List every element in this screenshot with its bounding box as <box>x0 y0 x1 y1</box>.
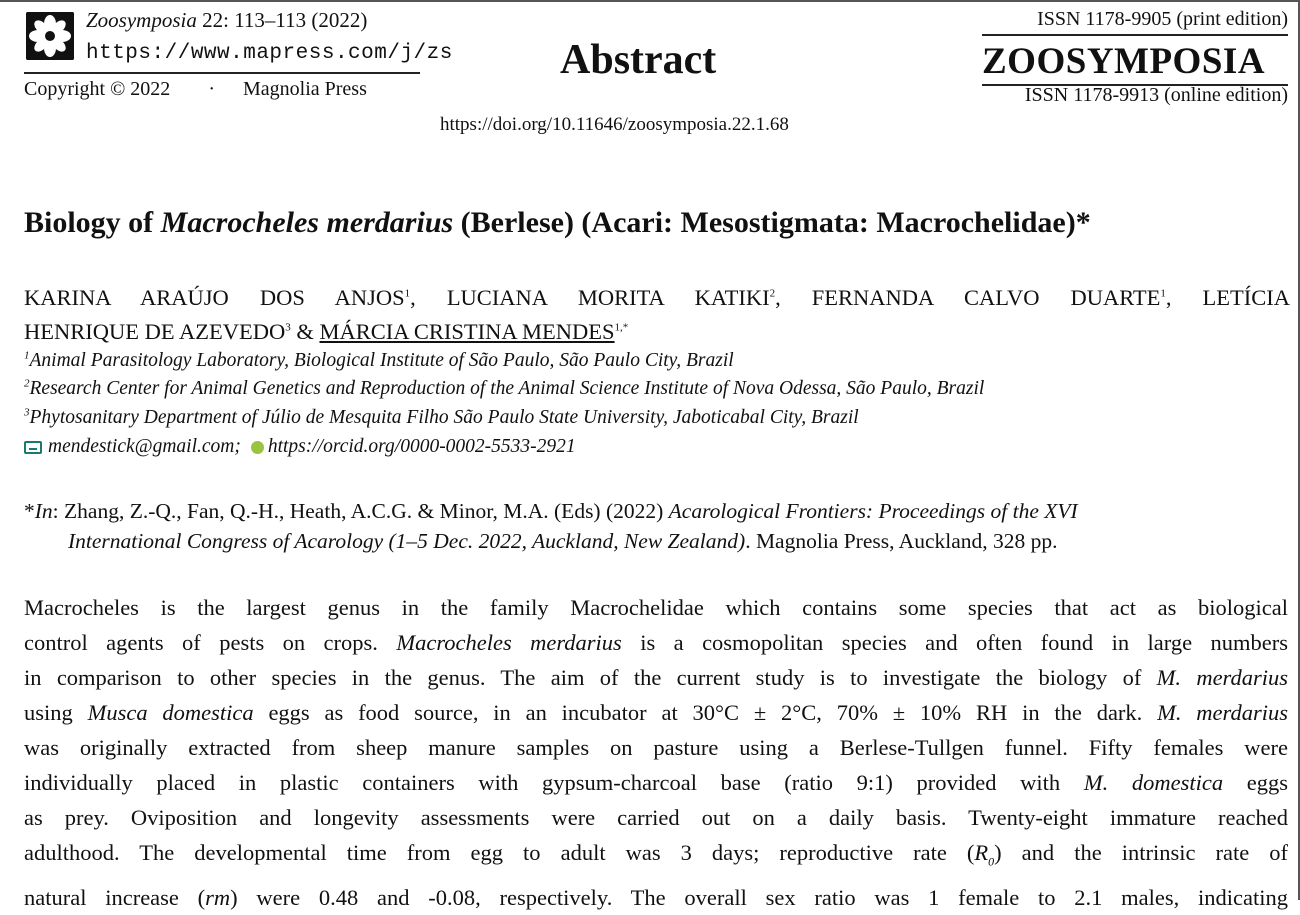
abstract-body <box>24 590 1288 915</box>
body-text-span: ) and the intrinsic rate of <box>994 840 1288 865</box>
author-separator: , <box>410 285 447 310</box>
volume-pages: 22: 113–113 (2022) <box>196 8 368 32</box>
journal-url-link[interactable]: https://www.mapress.com/j/zs <box>86 42 453 65</box>
proceedings-reference-line-1 <box>24 496 1078 526</box>
journal-name: Zoosymposia <box>86 8 197 32</box>
body-line <box>24 590 1288 625</box>
paper-title <box>24 206 1091 240</box>
body-text-span: Macrocheles is the largest genus in the family Macrochelidae which contains some species that act as biological <box>24 595 1288 620</box>
species-name: Macrocheles merdarius <box>396 630 622 655</box>
author-ampersand: & <box>290 319 320 344</box>
title-prefix: Biology of <box>24 206 161 239</box>
affiliation-text: Research Center for Animal Genetics and Reproduction of the Animal Science Institute of Nova Odessa, São Paulo, Brazil <box>29 378 985 399</box>
author-2-affiliation: 2 <box>769 287 776 300</box>
author-4-rest: HENRIQUE DE AZEVEDO <box>24 319 286 344</box>
author-4-first-name: LETÍCIA <box>1202 285 1291 310</box>
footnote-marker: * <box>24 499 35 523</box>
affiliation-text: Animal Parasitology Laboratory, Biological Institute of São Paulo, São Paulo City, Brazil <box>29 350 734 371</box>
author-list-line-1 <box>24 282 1290 314</box>
body-line <box>24 730 1288 765</box>
corresponding-author: MÁRCIA CRISTINA MENDES <box>319 319 615 344</box>
body-line <box>24 695 1288 730</box>
body-line <box>24 625 1288 660</box>
body-text-span: natural increase ( <box>24 884 206 910</box>
email-icon <box>24 441 42 454</box>
body-text-span: using <box>24 700 88 725</box>
issn-print: ISSN 1178-9905 (print edition) <box>1037 8 1288 30</box>
copyright-line <box>24 78 367 101</box>
variable-subscript: 0 <box>988 854 995 869</box>
body-text-span: is a cosmopolitan species and often found in large numbers <box>621 630 1288 655</box>
orcid-icon <box>251 441 264 454</box>
species-name: M. merdarius <box>1156 665 1288 690</box>
publisher-name: Magnolia Press <box>242 78 367 100</box>
author-5-affiliation: 1,* <box>614 321 629 334</box>
in-label: In <box>34 499 53 523</box>
email-link[interactable]: mendestick@gmail.com; <box>48 436 241 457</box>
affiliation-text: Phytosanitary Department of Júlio de Mesquita Filho São Paulo State University, Jaboticabal City, Brazil <box>29 407 859 428</box>
journal-brand: ZOOSYMPOSIA <box>982 41 1266 82</box>
author-separator: , <box>775 285 812 310</box>
header-rule-right-top <box>982 34 1288 36</box>
body-text-span: was originally extracted from sheep manure samples on pasture using a Berlese-Tullgen funnel. Fifty females were <box>24 735 1288 760</box>
book-title-part-1: Acarological Frontiers: Proceedings of the XVI <box>668 499 1078 523</box>
title-suffix: (Berlese) (Acari: Mesostigmata: Macrochelidae)* <box>453 206 1091 239</box>
affiliation-1 <box>24 350 734 372</box>
affiliation-number: 3 <box>24 406 30 419</box>
journal-citation <box>86 8 367 33</box>
body-text-span: °C ± 2°C, 70% ± 10% RH in the dark. <box>715 700 1158 725</box>
body-text-span: control agents of pests on crops. <box>24 630 397 655</box>
copyright-text: Copyright © 2022 <box>24 78 171 100</box>
body-line <box>24 765 1288 800</box>
body-text-span: adulthood. The developmental time from egg to adult was 3 days; reproductive rate ( <box>24 840 975 865</box>
variable-symbol: R <box>974 840 989 865</box>
body-text-span: as prey. Oviposition and longevity assessments were carried out on a daily basis. Twenty-eight immature reached <box>24 805 1288 830</box>
header-rule-left <box>24 72 420 74</box>
book-title-part-2: International Congress of Acarology (1–5 Dec. 2022, Auckland, New Zealand) <box>68 529 746 553</box>
copyright-separator: · <box>208 78 215 100</box>
body-line <box>24 880 1288 915</box>
orcid-link[interactable]: https://orcid.org/0000-0002-5533-2921 <box>267 436 576 457</box>
section-heading: Abstract <box>560 37 717 83</box>
publisher-info: . Magnolia Press, Auckland, 328 pp. <box>745 529 1058 553</box>
species-name: M. merdarius <box>1157 700 1288 725</box>
species-name: Musca domestica <box>87 700 254 725</box>
body-line <box>24 835 1288 880</box>
affiliation-2 <box>24 378 984 400</box>
magnolia-flower-logo-icon <box>26 12 74 60</box>
variable-symbol: rm <box>205 884 231 910</box>
body-text-span: eggs <box>1223 770 1288 795</box>
author-3: FERNANDA CALVO DUARTE <box>811 285 1161 310</box>
issn-online: ISSN 1178-9913 (online edition) <box>1024 84 1288 106</box>
author-2: LUCIANA MORITA KATIKI <box>446 285 770 310</box>
title-species: Macrocheles merdarius <box>160 206 454 239</box>
author-list-line-2 <box>24 316 628 348</box>
affiliation-3 <box>24 407 859 429</box>
author-separator: , <box>1165 285 1203 310</box>
body-text-span: ) were 0.48 and -0.08, respectively. The overall sex ratio was 1 female to 2.1 males, indicating <box>230 884 1288 910</box>
contact-line <box>24 436 576 458</box>
author-4-affiliation: 3 <box>285 321 291 334</box>
proceedings-reference-line-2 <box>68 526 1058 556</box>
body-line <box>24 660 1288 695</box>
body-line <box>24 800 1288 835</box>
body-text-span: individually placed in plastic containers with gypsum-charcoal base (ratio 9:1) provided with <box>24 770 1084 795</box>
affiliation-number: 1 <box>24 349 30 362</box>
author-1-affiliation: 1 <box>404 287 411 300</box>
affiliation-number: 2 <box>24 377 30 390</box>
editors-text: : Zhang, Z.-Q., Fan, Q.-H., Heath, A.C.G. & Minor, M.A. (Eds) (2022) <box>52 499 669 523</box>
author-3-affiliation: 1 <box>1160 287 1166 300</box>
species-name: M. domestica <box>1083 770 1224 795</box>
body-text-span: eggs as food source, in an incubator at 30 <box>253 700 716 725</box>
body-text-span: in comparison to other species in the genus. The aim of the current study is to investigate the biology of <box>24 665 1157 690</box>
doi-link[interactable]: https://doi.org/10.11646/zoosymposia.22.1.68 <box>440 114 789 135</box>
author-1: KARINA ARAÚJO DOS ANJOS <box>24 285 405 310</box>
